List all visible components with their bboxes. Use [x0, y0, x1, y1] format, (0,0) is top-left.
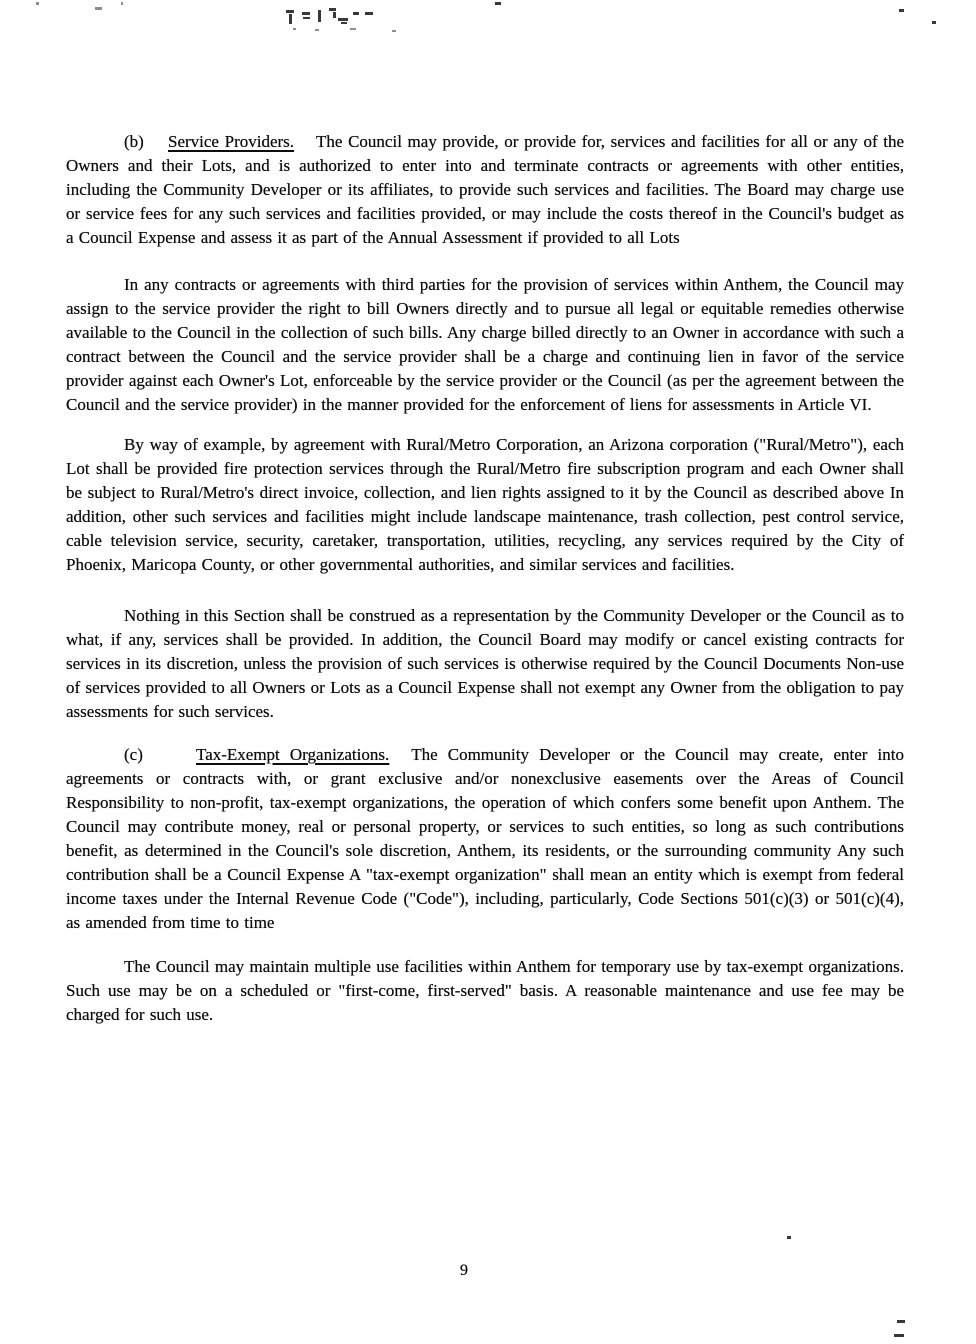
scan-artifact: [333, 12, 336, 18]
scan-artifact: [894, 1334, 904, 1337]
scan-artifact: [495, 2, 501, 5]
scan-artifact: [392, 30, 396, 32]
scan-artifact: [95, 7, 102, 10]
scan-artifact: [365, 12, 373, 15]
paragraph-no-representation: [66, 604, 904, 724]
paragraph-service-providers: [66, 130, 904, 250]
page-number: 9: [460, 1262, 468, 1279]
paragraph-text: By way of example, by agreement with Rural/Metro Corporation, an Arizona corporation ("Rural/Metro"), each Lot shall be provided fire protection services through the Rural/Metro fire subscription program and each Owner shall be subject to Rural/Metro's direct invoice, collection, and lien rights assigned to it by the Council as described above In addition, other such services and facilities might include landscape maintenance, trash collection, pest control service, cable television service, security, caretaker, transportation, utilities, recycling, any services required by the City of Phoenix, Maricopa County, or other governmental authorities, and similar services and facilities.: [66, 435, 904, 574]
scan-artifact: [932, 21, 936, 24]
scan-artifact: [787, 1236, 791, 1239]
clause-label-c: (c): [124, 745, 143, 764]
scan-artifact: [121, 2, 123, 5]
scan-artifact: [899, 9, 904, 12]
scan-artifact: [302, 12, 310, 15]
scan-artifact: [353, 12, 359, 15]
scan-artifact: [350, 28, 356, 30]
scan-artifact: [286, 10, 294, 13]
paragraph-text: The Council may provide, or provide for, services and facilities for all or any of the Owners and their Lots, and is authorized to enter into and terminate contracts or agreements with other entities, including the Community Developer or its affiliates, to provide such services and facilities. The Board may charge use or service fees for any such services and facilities provided, or may include the costs thereof in the Council's budget as a Council Expense and assess it as part of the Annual Assessment if provided to all Lots: [66, 132, 905, 247]
clause-heading-service-providers: Service Providers.: [168, 132, 295, 151]
paragraph-rural-metro-example: [66, 433, 904, 577]
document-body: [66, 130, 904, 1027]
paragraph-text: The Community Developer or the Council may create, enter into agreements or contracts with, or grant exclusive and/or nonexclusive easements over the Areas of Council Responsibility to non-profit, tax-exempt organizations, the operation of which confers some benefit upon Anthem. The Council may contribute money, real or personal property, or services to such entities, so long as such contributions benefit, as determined in the Council's sole discretion, Anthem, its residents, or the surrounding community Any such contribution shall be a Council Expense A "tax-exempt organization" shall mean an entity which is exempt from federal income taxes under the Internal Revenue Code ("Code"), including, particularly, Code Sections 501(c)(3) or 501(c)(4), as amended from time to time: [66, 745, 904, 932]
scan-artifact: [293, 28, 296, 30]
clause-label-b: (b): [124, 132, 144, 151]
paragraph-tax-exempt-organizations: [66, 743, 904, 935]
scan-artifact: [897, 1320, 905, 1323]
scan-artifact: [341, 22, 347, 24]
paragraph-third-party-contracts: [66, 273, 904, 417]
paragraph-text: The Council may maintain multiple use facilities within Anthem for temporary use by tax-exempt organizations. Such use may be on a scheduled or "first-come, first-served" basis. A reasonable maintenance and use fee may be charged for such use.: [66, 957, 904, 1024]
scan-artifact: [315, 29, 319, 31]
paragraph-multiple-use-facilities: [66, 955, 904, 1027]
scan-artifact: [329, 8, 336, 11]
paragraph-text: Nothing in this Section shall be construed as a representation by the Community Developer or the Council as to what, if any, services shall be provided. In addition, the Council Board may modify or cancel existing contracts for services in its discretion, unless the provision of such services is otherwise required by the Council Documents Non-use of services provided to all Owners or Lots as a Council Expense shall not exempt any Owner from the obligation to pay assessments for such services.: [66, 606, 904, 721]
scan-artifact: [338, 18, 348, 21]
scan-artifact: [303, 17, 310, 19]
paragraph-text: In any contracts or agreements with third parties for the provision of services within Anthem, the Council may assign to the service provider the right to bill Owners directly and to pursue all legal or equitable remedies otherwise available to the Council in the collection of such bills. Any charge billed directly to an Owner in accordance with such a contract between the Council and the service provider shall be a charge and continuing lien in favor of the service provider against each Owner's Lot, enforceable by the service provider or the Council (as per the agreement between the Council and the service provider) in the manner provided for the enforcement of liens for assessments in Article VI.: [66, 275, 904, 414]
scan-artifact: [36, 2, 39, 5]
clause-heading-tax-exempt: Tax-Exempt Organizations.: [196, 745, 390, 764]
scan-artifact: [318, 10, 321, 22]
scan-artifact: [289, 14, 292, 24]
